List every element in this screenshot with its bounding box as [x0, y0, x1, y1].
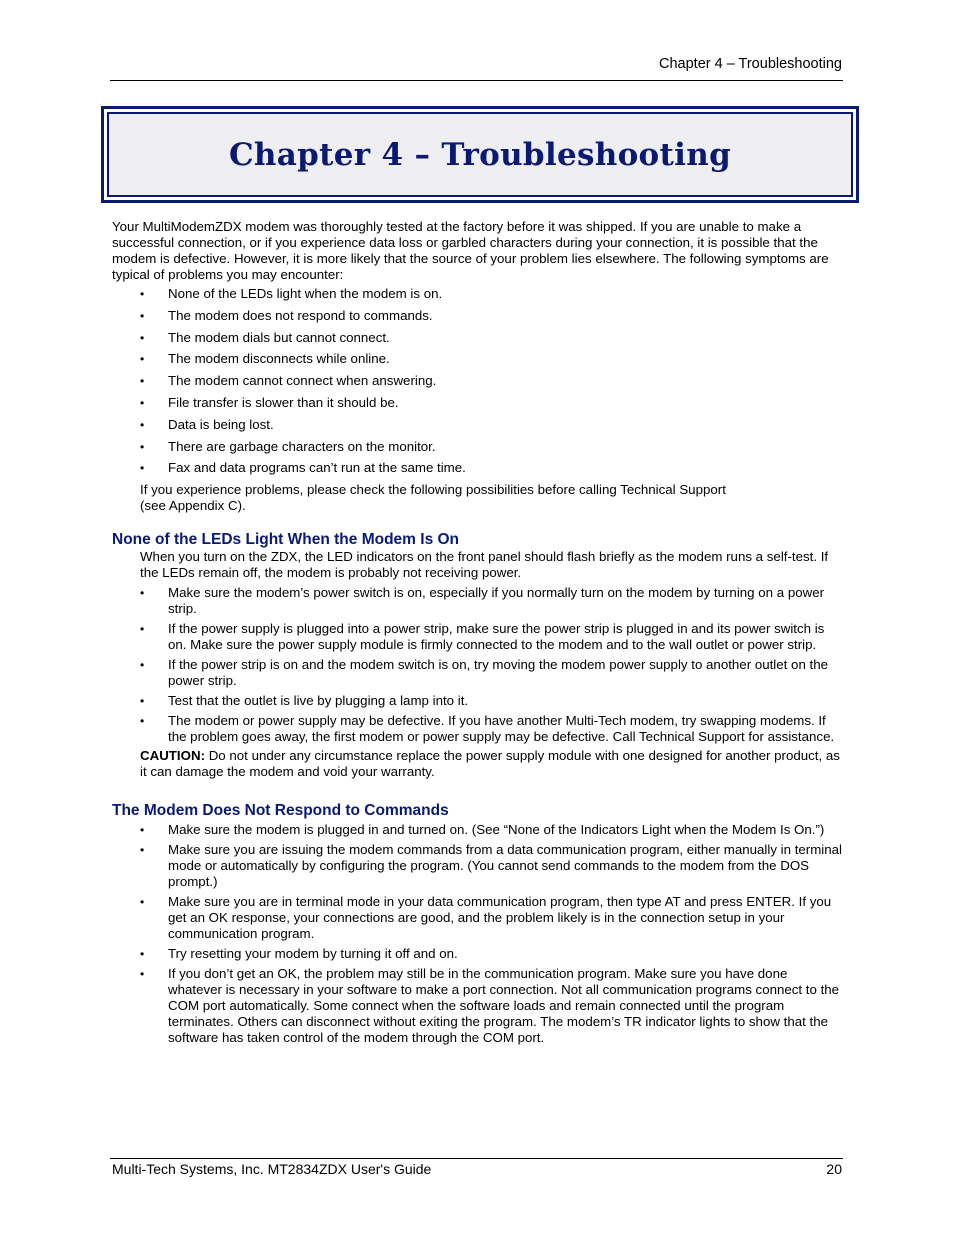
header-divider — [110, 80, 843, 81]
footer-guide-title: Multi-Tech Systems, Inc. MT2834ZDX User's Guide — [112, 1161, 432, 1177]
intro-closing-ref: (see Appendix C). — [140, 498, 246, 514]
page-number: 20 — [826, 1161, 842, 1177]
footer-divider — [110, 1158, 843, 1159]
list-item: • Test that the outlet is live by plugging a lamp into it. — [112, 693, 844, 709]
list-item: • Make sure the modem is plugged in and turned on. (See “None of the Indicators Light when the Modem Is On.”) — [112, 822, 844, 838]
list-item: • The modem dials but cannot connect. — [112, 330, 844, 346]
section-heading-leds: None of the LEDs Light When the Modem Is On — [112, 531, 460, 549]
chapter-title-box — [101, 106, 859, 203]
list-item: • Try resetting your modem by turning it off and on. — [112, 946, 844, 962]
list-item: • If the power supply is plugged into a power strip, make sure the power strip is plugged in and its power switch is on. Make sure the power supply module is firmly connected to the modem and to the wall outlet or power strip. — [112, 621, 844, 653]
list-item: • Data is being lost. — [112, 417, 844, 433]
list-item: • Make sure the modem’s power switch is on, especially if you normally turn on the modem by turning on a power strip. — [112, 585, 844, 617]
caution-note — [140, 748, 844, 780]
list-item: • Fax and data programs can’t run at the same time. — [112, 460, 844, 476]
page-content — [112, 219, 844, 1050]
list-item: • File transfer is slower than it should be. — [112, 395, 844, 411]
chapter-title: Chapter 4 – Troubleshooting — [228, 136, 732, 173]
section-heading-commands: The Modem Does Not Respond to Commands — [112, 802, 449, 820]
list-item: • Make sure you are in terminal mode in your data communication program, then type AT and press ENTER. If you get an OK response, your connections are good, and the problem likely is in the connection setup in your communication program. — [112, 894, 844, 942]
caution-text: Do not under any circumstance replace the power supply module with one designed for another product, as it can damage the modem and void your warranty. — [140, 748, 840, 780]
section-commands-list — [112, 822, 844, 1046]
symptom-list — [112, 286, 844, 476]
chapter-title-inner — [107, 112, 853, 197]
running-header: Chapter 4 – Troubleshooting — [659, 56, 842, 72]
intro-closing-text: If you experience problems, please check the following possibilities before calling Technical Support — [140, 482, 726, 498]
section-leds-list — [112, 585, 844, 745]
list-item: • None of the LEDs light when the modem is on. — [112, 286, 844, 302]
list-item: • If you don’t get an OK, the problem may still be in the communication program. Make sure you have done whatever is necessary in your software to make a port connection. Not all communication programs connect to the COM port automatically. Some connect when the software loads and remain connected until the program terminates. Others can disconnect without exiting the program. The modem’s TR indicator lights to show that the software has taken control of the modem through the COM port. — [112, 966, 844, 1046]
intro-closing — [140, 482, 844, 514]
caution-label: CAUTION: — [140, 748, 205, 764]
list-item: • There are garbage characters on the monitor. — [112, 439, 844, 455]
list-item: • If the power strip is on and the modem switch is on, try moving the modem power supply to another outlet on the power strip. — [112, 657, 844, 689]
list-item: • The modem does not respond to commands. — [112, 308, 844, 324]
list-item: • The modem cannot connect when answering. — [112, 373, 844, 389]
list-item: • Make sure you are issuing the modem commands from a data communication program, either manually in terminal mode or automatically by configuring the program. (You cannot send commands to the modem from the DOS prompt.) — [112, 842, 844, 890]
intro-paragraph: Your MultiModemZDX modem was thoroughly tested at the factory before it was shipped. If you are unable to make a successful connection, or if you experience data loss or garbled characters during your connection, it is possible that the modem is defective. However, it is more likely that the source of your problem lies elsewhere. The following symptoms are typical of problems you may encounter: — [112, 219, 829, 282]
list-item: • The modem or power supply may be defective. If you have another Multi-Tech modem, try swapping modems. If the problem goes away, the first modem or power supply may be defective. Call Technical Support for assistance. — [112, 713, 844, 745]
section-leds-paragraph: When you turn on the ZDX, the LED indicators on the front panel should flash briefly as the modem runs a self-test. If the LEDs remain off, the modem is probably not receiving power. — [140, 549, 829, 581]
list-item: • The modem disconnects while online. — [112, 351, 844, 367]
